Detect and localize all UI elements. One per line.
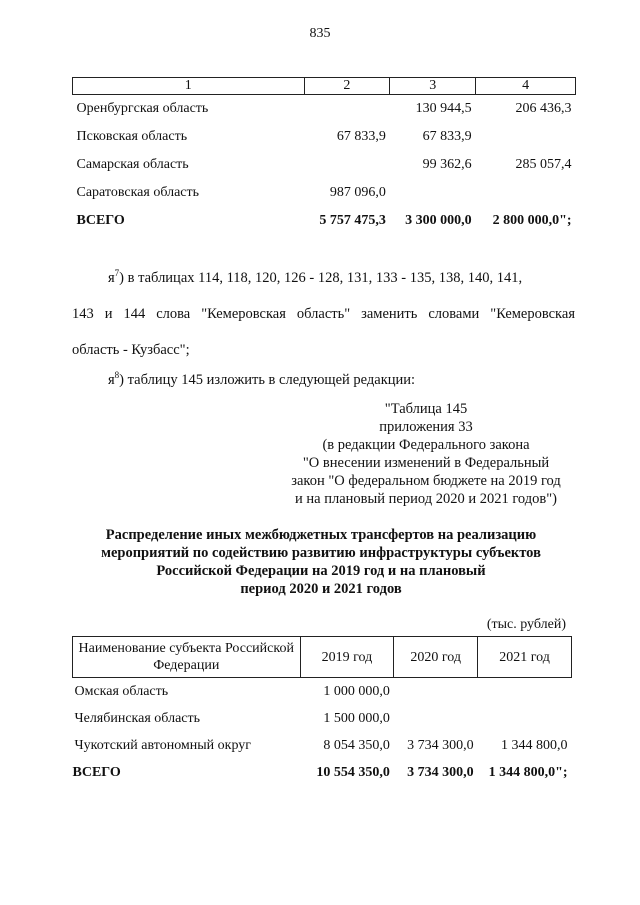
stamp-line: "О внесении изменений в Федеральный: [302, 455, 550, 471]
table-header-row: [73, 637, 572, 678]
value-col2: 67 833,9: [336, 129, 386, 144]
region-name: Челябинская область: [74, 710, 200, 726]
value-2021: [478, 705, 572, 732]
value-col2: [304, 95, 390, 124]
value-col4: [476, 123, 576, 151]
column-header-2020: 2020 год: [394, 637, 478, 678]
value-col4: 285 057,4: [515, 157, 572, 172]
table-row: [73, 732, 572, 759]
value-col3: [390, 179, 476, 207]
page-number: 835: [309, 26, 331, 41]
paragraph-line-2: 143 и 144 слова "Кемеровская область" заменить словами "Кемеровская: [72, 306, 575, 322]
value-col4: 206 436,3: [515, 101, 572, 116]
value-2021: 1 344 800,0: [501, 737, 568, 753]
stamp-line: (в редакции Федерального закона: [322, 437, 530, 453]
amendment-paragraph-7: [108, 270, 522, 286]
value-col2: 987 096,0: [329, 185, 386, 200]
heading-line: период 2020 и 2021 годов: [240, 581, 402, 597]
item-superscript: 8: [114, 370, 120, 381]
value-col2: [304, 151, 390, 179]
regions-table-continued: [72, 77, 576, 235]
total-col3: 3 300 000,0: [405, 213, 472, 228]
region-name: Псковская область: [76, 129, 188, 144]
value-2021: [478, 678, 572, 706]
column-header-2: 2: [304, 78, 390, 95]
region-name: Саратовская область: [76, 185, 200, 200]
value-col3: 99 362,6: [422, 157, 472, 172]
value-2020: [394, 678, 478, 706]
value-col3: 130 944,5: [415, 101, 472, 116]
heading-line: мероприятий по содействию развитию инфраструктуры субъектов: [101, 545, 541, 561]
item-letter: я: [108, 270, 115, 286]
table-row: [73, 123, 576, 151]
table-header-row: [73, 78, 576, 95]
column-header-2021: 2021 год: [478, 637, 572, 678]
value-col3: 67 833,9: [422, 129, 472, 144]
total-label: ВСЕГО: [72, 764, 121, 780]
paragraph-line-1: ) в таблицах 114, 118, 120, 126 - 128, 131, 133 - 135, 138, 140, 141,: [119, 270, 523, 286]
heading-line: Российской Федерации на 2019 год и на плановый: [156, 563, 486, 579]
stamp-line: приложения 33: [379, 419, 473, 435]
transfers-table: [72, 636, 572, 786]
region-name: Оренбургская область: [76, 101, 209, 116]
table-row: [73, 705, 572, 732]
value-2019: 1 000 000,0: [323, 683, 390, 699]
stamp-line: и на плановый период 2020 и 2021 годов"): [295, 491, 557, 507]
column-header-subject: Наименование субъекта Российской Федерации: [73, 637, 301, 678]
item-letter: я: [108, 372, 115, 388]
stamp-line: "Таблица 145: [384, 401, 468, 417]
total-2020: 3 734 300,0: [407, 764, 474, 780]
heading-line: Распределение иных межбюджетных трансфертов на реализацию: [105, 527, 537, 543]
value-2020: [394, 705, 478, 732]
total-row: [73, 759, 572, 786]
stamp-line: закон "О федеральном бюджете на 2019 год: [291, 473, 561, 489]
table-reference-stamp: [282, 400, 570, 508]
table-row: [73, 678, 572, 706]
item-superscript: 7: [114, 268, 120, 279]
table-heading: [70, 526, 572, 598]
region-name: Омская область: [74, 683, 169, 699]
region-name: Самарская область: [76, 157, 189, 172]
column-header-1: 1: [73, 78, 305, 95]
paragraph-text: ) таблицу 145 изложить в следующей редакции:: [119, 372, 416, 388]
column-header-2019: 2019 год: [300, 637, 394, 678]
total-row: [73, 207, 576, 235]
amendment-paragraph-8: [108, 372, 415, 388]
region-name: Чукотский автономный округ: [74, 737, 252, 753]
total-2021: 1 344 800,0";: [488, 764, 568, 780]
table-row: [73, 151, 576, 179]
total-label: ВСЕГО: [76, 213, 125, 228]
paragraph-line-3: область - Кузбасс";: [72, 342, 190, 358]
table-row: [73, 95, 576, 124]
total-col4: 2 800 000,0";: [492, 213, 572, 228]
value-2019: 1 500 000,0: [323, 710, 390, 726]
value-2020: 3 734 300,0: [407, 737, 474, 753]
value-2019: 8 054 350,0: [323, 737, 390, 753]
column-header-4: 4: [476, 78, 576, 95]
total-2019: 10 554 350,0: [316, 764, 390, 780]
total-col2: 5 757 475,3: [319, 213, 386, 228]
column-header-3: 3: [390, 78, 476, 95]
table-row: [73, 179, 576, 207]
units-label: (тыс. рублей): [486, 617, 566, 632]
value-col4: [476, 179, 576, 207]
